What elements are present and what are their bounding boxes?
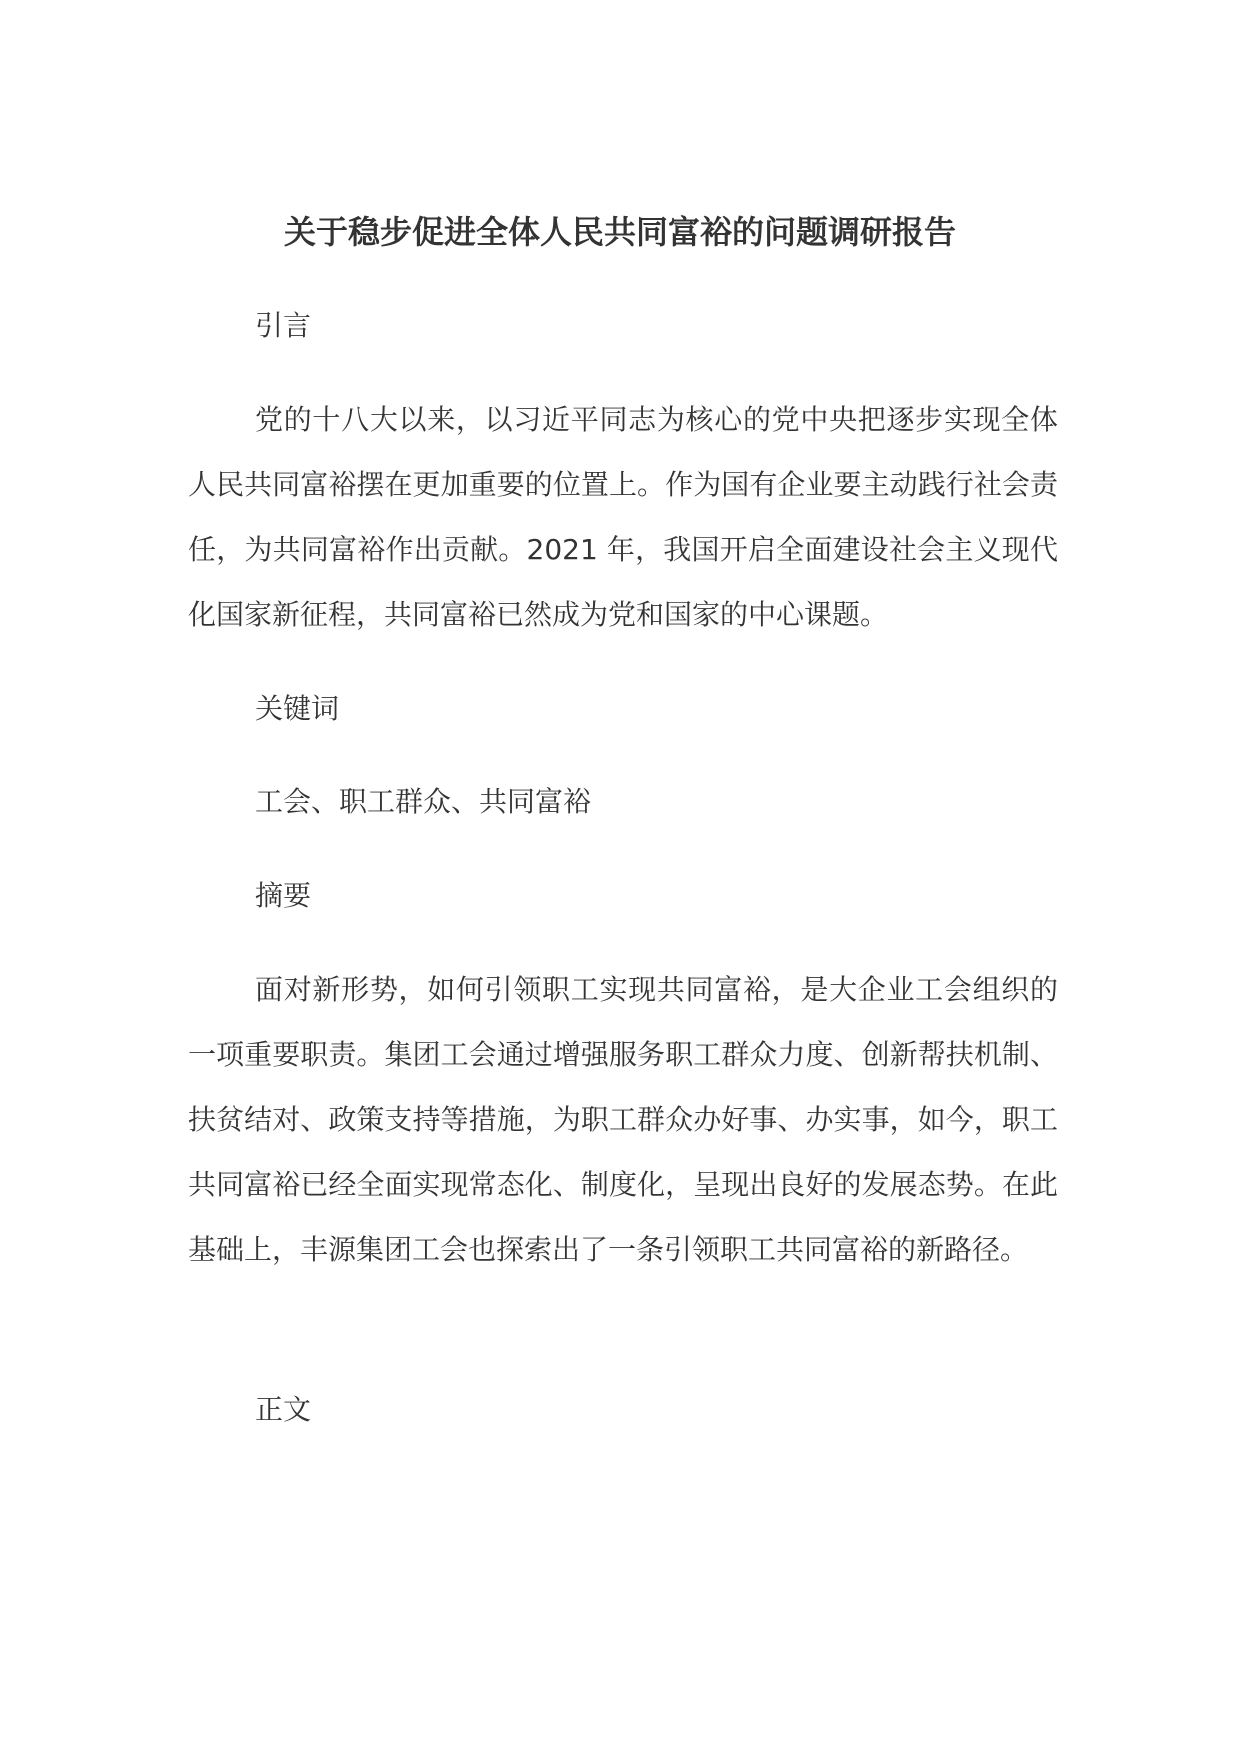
abstract-heading: 摘要 xyxy=(255,879,312,912)
keywords-heading: 关键词 xyxy=(255,692,340,725)
intro-paragraph: 党的十八大以来，以习近平同志为核心的党中央把逐步实现全体人民共同富裕摆在更加重要的位置上。作为国有企业要主动践行社会责任，为共同富裕作出贡献。2021 年，我国开启全面建设社会主义现代化国家新征程，共同富裕已然成为党和国家的中心课题。 xyxy=(188,403,1058,631)
intro-heading: 引言 xyxy=(255,309,312,342)
body-heading: 正文 xyxy=(255,1393,312,1426)
document-title: 关于稳步促进全体人民共同富裕的问题调研报告 xyxy=(283,213,956,251)
abstract-paragraph: 面对新形势，如何引领职工实现共同富裕，是大企业工会组织的一项重要职责。集团工会通过增强服务职工群众力度、创新帮扶机制、扶贫结对、政策支持等措施，为职工群众办好事、办实事，如今，职工共同富裕已经全面实现常态化、制度化，呈现出良好的发展态势。在此基础上，丰源集团工会也探索出了一条引领职工共同富裕的新路径。 xyxy=(188,973,1058,1266)
keywords-text: 工会、职工群众、共同富裕 xyxy=(255,785,592,818)
